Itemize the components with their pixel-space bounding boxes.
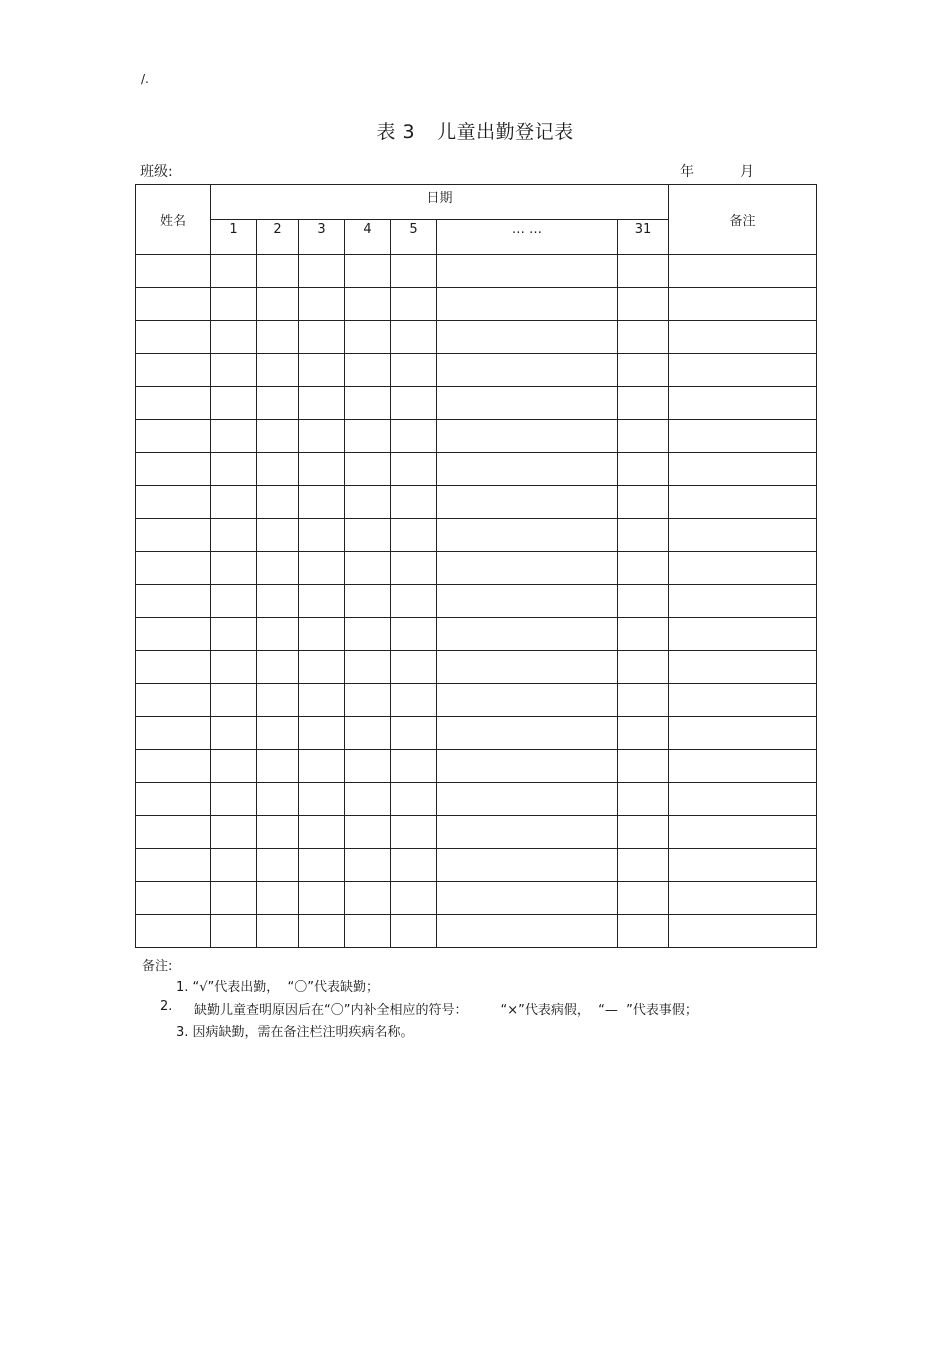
table-cell[interactable] [299, 321, 345, 354]
table-cell[interactable] [437, 684, 618, 717]
table-cell[interactable] [299, 255, 345, 288]
table-cell[interactable] [299, 453, 345, 486]
table-cell[interactable] [136, 684, 211, 717]
table-cell[interactable] [299, 585, 345, 618]
table-cell[interactable] [391, 420, 437, 453]
note-item: 缺勤儿童查明原因后在“〇”内补全相应的符号： “×”代表病假， “— ”代表事假； [194, 1003, 698, 1018]
table-cell[interactable] [437, 849, 618, 882]
table-cell[interactable] [669, 453, 817, 486]
table-cell[interactable] [618, 717, 669, 750]
table-cell[interactable] [257, 255, 299, 288]
table-cell[interactable] [618, 486, 669, 519]
table-cell[interactable] [211, 684, 257, 717]
table-cell[interactable] [136, 882, 211, 915]
table-cell[interactable] [136, 255, 211, 288]
table-cell[interactable] [136, 519, 211, 552]
table-cell[interactable] [211, 486, 257, 519]
table-cell[interactable] [211, 420, 257, 453]
table-cell[interactable] [391, 816, 437, 849]
table-cell[interactable] [618, 651, 669, 684]
table-cell[interactable] [669, 387, 817, 420]
table-cell[interactable] [437, 717, 618, 750]
table-row [136, 849, 817, 882]
table-cell[interactable] [136, 816, 211, 849]
table-cell[interactable] [299, 717, 345, 750]
table-cell[interactable] [345, 453, 391, 486]
table-cell[interactable] [257, 453, 299, 486]
table-cell[interactable] [618, 321, 669, 354]
table-cell[interactable] [391, 750, 437, 783]
table-cell[interactable] [299, 651, 345, 684]
table-cell[interactable] [211, 849, 257, 882]
table-cell[interactable] [669, 750, 817, 783]
table-cell[interactable] [669, 552, 817, 585]
table-cell[interactable] [299, 618, 345, 651]
table-cell[interactable] [391, 519, 437, 552]
table-cell[interactable] [437, 486, 618, 519]
table-cell[interactable] [136, 915, 211, 948]
date-header: 日期 [211, 185, 669, 220]
table-cell[interactable] [437, 816, 618, 849]
table-cell[interactable] [211, 816, 257, 849]
table-cell[interactable] [618, 849, 669, 882]
table-cell[interactable] [136, 354, 211, 387]
table-cell[interactable] [437, 783, 618, 816]
name-header: 姓名 [136, 185, 211, 255]
page-mark: /. [141, 72, 149, 86]
table-cell[interactable] [669, 354, 817, 387]
table-cell[interactable] [211, 717, 257, 750]
table-cell[interactable] [669, 651, 817, 684]
table-cell[interactable] [391, 552, 437, 585]
table-row [136, 387, 817, 420]
table-cell[interactable] [345, 519, 391, 552]
table-cell[interactable] [211, 915, 257, 948]
table-cell[interactable] [391, 849, 437, 882]
table-cell[interactable] [345, 915, 391, 948]
table-cell[interactable] [257, 684, 299, 717]
table-row [136, 882, 817, 915]
table-cell[interactable] [437, 519, 618, 552]
day-header-ellipsis: … … [437, 220, 618, 255]
table-cell[interactable] [437, 651, 618, 684]
table-cell[interactable] [211, 750, 257, 783]
table-cell[interactable] [669, 783, 817, 816]
table-cell[interactable] [437, 354, 618, 387]
table-row [136, 255, 817, 288]
table-cell[interactable] [136, 618, 211, 651]
table-cell[interactable] [345, 717, 391, 750]
table-cell[interactable] [211, 552, 257, 585]
table-cell[interactable] [391, 651, 437, 684]
day-header: 1 [211, 220, 257, 255]
table-cell[interactable] [345, 849, 391, 882]
table-cell[interactable] [391, 684, 437, 717]
table-cell[interactable] [345, 321, 391, 354]
table-cell[interactable] [345, 486, 391, 519]
note-item: 1. “√”代表出勤， “〇”代表缺勤； [176, 980, 380, 995]
table-cell[interactable] [391, 882, 437, 915]
table-row [136, 816, 817, 849]
table-cell[interactable] [669, 618, 817, 651]
table-row [136, 486, 817, 519]
table-cell[interactable] [345, 816, 391, 849]
table-cell[interactable] [136, 783, 211, 816]
table-cell[interactable] [257, 519, 299, 552]
table-cell[interactable] [345, 618, 391, 651]
table-cell[interactable] [345, 750, 391, 783]
table-row [136, 783, 817, 816]
attendance-table [135, 184, 817, 948]
table-cell[interactable] [437, 387, 618, 420]
table-row [136, 321, 817, 354]
table-cell[interactable] [257, 882, 299, 915]
table-cell[interactable] [136, 585, 211, 618]
table-cell[interactable] [257, 651, 299, 684]
table-cell[interactable] [669, 684, 817, 717]
table-cell[interactable] [669, 519, 817, 552]
table-cell[interactable] [345, 783, 391, 816]
table-cell[interactable] [211, 618, 257, 651]
table-cell[interactable] [669, 849, 817, 882]
note-item-number: 2. [160, 999, 173, 1014]
table-cell[interactable] [257, 915, 299, 948]
table-cell[interactable] [391, 321, 437, 354]
table-cell[interactable] [437, 453, 618, 486]
table-row [136, 519, 817, 552]
table-cell[interactable] [299, 519, 345, 552]
table-cell[interactable] [669, 915, 817, 948]
table-cell[interactable] [257, 354, 299, 387]
table-cell[interactable] [669, 882, 817, 915]
remarks-header: 备注 [669, 185, 817, 255]
title-text: 儿童出勤登记表 [437, 121, 574, 143]
table-cell[interactable] [618, 750, 669, 783]
table-cell[interactable] [299, 684, 345, 717]
table-cell[interactable] [345, 684, 391, 717]
table-cell[interactable] [437, 552, 618, 585]
table-row [136, 717, 817, 750]
table-cell[interactable] [345, 288, 391, 321]
table-cell[interactable] [345, 552, 391, 585]
table-cell[interactable] [618, 882, 669, 915]
table-cell[interactable] [345, 585, 391, 618]
table-cell[interactable] [669, 321, 817, 354]
table-cell[interactable] [618, 585, 669, 618]
table-cell[interactable] [437, 255, 618, 288]
table-cell[interactable] [136, 288, 211, 321]
notes-title: 备注: [142, 959, 173, 974]
table-cell[interactable] [211, 321, 257, 354]
table-cell[interactable] [391, 387, 437, 420]
table-cell[interactable] [437, 750, 618, 783]
table-cell[interactable] [345, 651, 391, 684]
table-cell[interactable] [618, 255, 669, 288]
table-row [136, 420, 817, 453]
table-row [136, 750, 817, 783]
table-cell[interactable] [257, 288, 299, 321]
day-header: 2 [257, 220, 299, 255]
table-cell[interactable] [136, 321, 211, 354]
table-cell[interactable] [618, 684, 669, 717]
table-cell[interactable] [257, 420, 299, 453]
table-cell[interactable] [211, 783, 257, 816]
table-cell[interactable] [437, 882, 618, 915]
table-cell[interactable] [299, 750, 345, 783]
table-cell[interactable] [391, 585, 437, 618]
table-cell[interactable] [618, 816, 669, 849]
table-cell[interactable] [211, 387, 257, 420]
table-cell[interactable] [257, 750, 299, 783]
table-cell[interactable] [299, 816, 345, 849]
table-cell[interactable] [437, 321, 618, 354]
table-cell[interactable] [136, 750, 211, 783]
table-cell[interactable] [437, 420, 618, 453]
table-cell[interactable] [669, 486, 817, 519]
table-cell[interactable] [211, 585, 257, 618]
table-cell[interactable] [211, 453, 257, 486]
table-cell[interactable] [136, 651, 211, 684]
table-cell[interactable] [299, 849, 345, 882]
table-cell[interactable] [345, 354, 391, 387]
table-cell[interactable] [618, 453, 669, 486]
table-cell[interactable] [257, 321, 299, 354]
table-cell[interactable] [669, 717, 817, 750]
table-row [136, 684, 817, 717]
table-cell[interactable] [257, 618, 299, 651]
table-cell[interactable] [299, 288, 345, 321]
table-row [136, 618, 817, 651]
table-cell[interactable] [136, 453, 211, 486]
table-cell[interactable] [211, 519, 257, 552]
day-header: 31 [618, 220, 669, 255]
table-row [136, 453, 817, 486]
table-cell[interactable] [669, 288, 817, 321]
table-cell[interactable] [299, 354, 345, 387]
table-cell[interactable] [136, 420, 211, 453]
table-row [136, 585, 817, 618]
table-cell[interactable] [257, 816, 299, 849]
table-cell[interactable] [391, 915, 437, 948]
day-header: 5 [391, 220, 437, 255]
table-row [136, 651, 817, 684]
table-cell[interactable] [391, 288, 437, 321]
table-cell[interactable] [669, 585, 817, 618]
table-cell[interactable] [257, 585, 299, 618]
table-cell[interactable] [211, 651, 257, 684]
table-cell[interactable] [299, 882, 345, 915]
table-cell[interactable] [299, 783, 345, 816]
table-row [136, 552, 817, 585]
table-cell[interactable] [618, 519, 669, 552]
table-cell[interactable] [618, 420, 669, 453]
table-cell[interactable] [391, 618, 437, 651]
day-header: 4 [345, 220, 391, 255]
table-row [136, 915, 817, 948]
table-cell[interactable] [618, 783, 669, 816]
table-cell[interactable] [299, 387, 345, 420]
table-cell[interactable] [257, 783, 299, 816]
table-cell[interactable] [257, 387, 299, 420]
month-label: 月 [740, 164, 754, 180]
table-cell[interactable] [669, 816, 817, 849]
table-cell[interactable] [257, 552, 299, 585]
table-cell[interactable] [618, 387, 669, 420]
table-cell[interactable] [618, 288, 669, 321]
table-row [136, 288, 817, 321]
title-prefix: 表 3 [376, 121, 416, 143]
table-cell[interactable] [136, 717, 211, 750]
table-cell[interactable] [299, 552, 345, 585]
table-cell[interactable] [345, 255, 391, 288]
table-cell[interactable] [618, 552, 669, 585]
table-cell[interactable] [391, 453, 437, 486]
table-cell[interactable] [391, 783, 437, 816]
table-cell[interactable] [669, 420, 817, 453]
table-cell[interactable] [211, 354, 257, 387]
table-cell[interactable] [136, 387, 211, 420]
table-cell[interactable] [345, 420, 391, 453]
table-cell[interactable] [136, 849, 211, 882]
table-cell[interactable] [391, 717, 437, 750]
table-cell[interactable] [257, 849, 299, 882]
table-cell[interactable] [257, 486, 299, 519]
table-row [136, 354, 817, 387]
table-cell[interactable] [437, 915, 618, 948]
table-cell[interactable] [391, 255, 437, 288]
table-cell[interactable] [257, 717, 299, 750]
table-cell[interactable] [136, 486, 211, 519]
table-cell[interactable] [299, 420, 345, 453]
note-item: 3. 因病缺勤，需在备注栏注明疾病名称。 [176, 1025, 414, 1040]
table-cell[interactable] [437, 585, 618, 618]
table-cell[interactable] [618, 915, 669, 948]
table-cell[interactable] [669, 255, 817, 288]
table-cell[interactable] [618, 618, 669, 651]
table-cell[interactable] [437, 288, 618, 321]
table-cell[interactable] [299, 915, 345, 948]
table-cell[interactable] [618, 354, 669, 387]
class-label: 班级: [140, 164, 173, 180]
table-cell[interactable] [211, 288, 257, 321]
table-cell[interactable] [299, 486, 345, 519]
document-title [0, 117, 950, 144]
table-cell[interactable] [136, 552, 211, 585]
table-cell[interactable] [391, 354, 437, 387]
table-cell[interactable] [211, 255, 257, 288]
table-cell[interactable] [391, 486, 437, 519]
table-cell[interactable] [211, 882, 257, 915]
year-label: 年 [680, 164, 694, 180]
table-cell[interactable] [345, 387, 391, 420]
day-header: 3 [299, 220, 345, 255]
table-cell[interactable] [345, 882, 391, 915]
table-cell[interactable] [437, 618, 618, 651]
